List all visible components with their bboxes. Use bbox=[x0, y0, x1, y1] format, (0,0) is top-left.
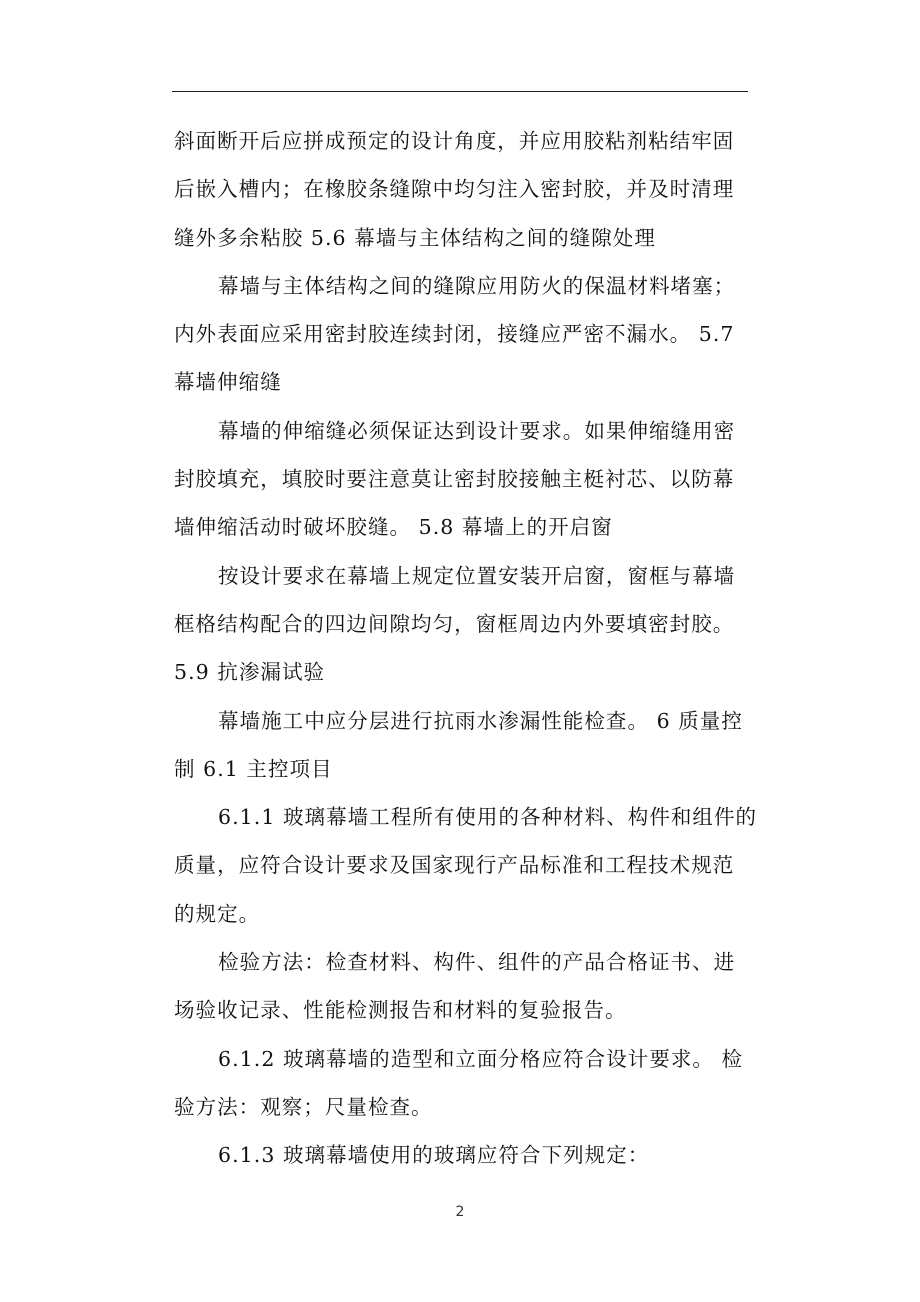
text-line: 后嵌入槽内；在橡胶条缝隙中均匀注入密封胶，并及时清理 bbox=[174, 177, 735, 202]
text-line: 幕墙施工中应分层进行抗雨水渗漏性能检查。 6 质量控 bbox=[218, 708, 743, 733]
text-line: 验方法：观察；尺量检查。 bbox=[174, 1094, 433, 1119]
text-line: 幕墙与主体结构之间的缝隙应用防火的保温材料堵塞； bbox=[218, 273, 736, 298]
text-line: 6.1.1 玻璃幕墙工程所有使用的各种材料、构件和组件的 bbox=[218, 805, 758, 830]
text-line: 质量，应符合设计要求及国家现行产品标准和工程技术规范 bbox=[174, 853, 735, 878]
text-line: 5.9 抗渗漏试验 bbox=[174, 660, 326, 685]
text-line: 缝外多余粘胶 5.6 幕墙与主体结构之间的缝隙处理 bbox=[174, 225, 656, 250]
text-line: 场验收记录、性能检测报告和材料的复验报告。 bbox=[174, 998, 627, 1023]
text-line: 墙伸缩活动时破坏胶缝。 5.8 幕墙上的开启窗 bbox=[174, 515, 613, 540]
text-line: 按设计要求在幕墙上规定位置安装开启窗，窗框与幕墙 bbox=[218, 563, 736, 588]
document-body bbox=[174, 117, 758, 1180]
text-line: 框格结构配合的四边间隙均匀，窗框周边内外要填密封胶。 bbox=[174, 611, 735, 636]
text-line: 6.1.2 玻璃幕墙的造型和立面分格应符合设计要求。 检 bbox=[218, 1046, 744, 1071]
text-line: 幕墙伸缩缝 bbox=[174, 370, 282, 395]
text-line: 幕墙的伸缩缝必须保证达到设计要求。如果伸缩缝用密 bbox=[218, 418, 736, 443]
text-line: 斜面断开后应拼成预定的设计角度，并应用胶粘剂粘结牢固 bbox=[174, 129, 735, 153]
text-line: 制 6.1 主控项目 bbox=[174, 756, 333, 781]
text-line: 6.1.3 玻璃幕墙使用的玻璃应符合下列规定： bbox=[218, 1143, 650, 1168]
text-line: 的规定。 bbox=[174, 901, 261, 926]
text-line: 内外表面应采用密封胶连续封闭，接缝应严密不漏水。 5.7 bbox=[174, 322, 735, 347]
header-rule bbox=[172, 91, 748, 92]
text-line: 检验方法：检查材料、构件、组件的产品合格证书、进 bbox=[218, 950, 736, 975]
text-line: 封胶填充，填胶时要注意莫让密封胶接触主梃衬芯、以防幕 bbox=[174, 467, 735, 492]
page-number: 2 bbox=[455, 1204, 465, 1220]
